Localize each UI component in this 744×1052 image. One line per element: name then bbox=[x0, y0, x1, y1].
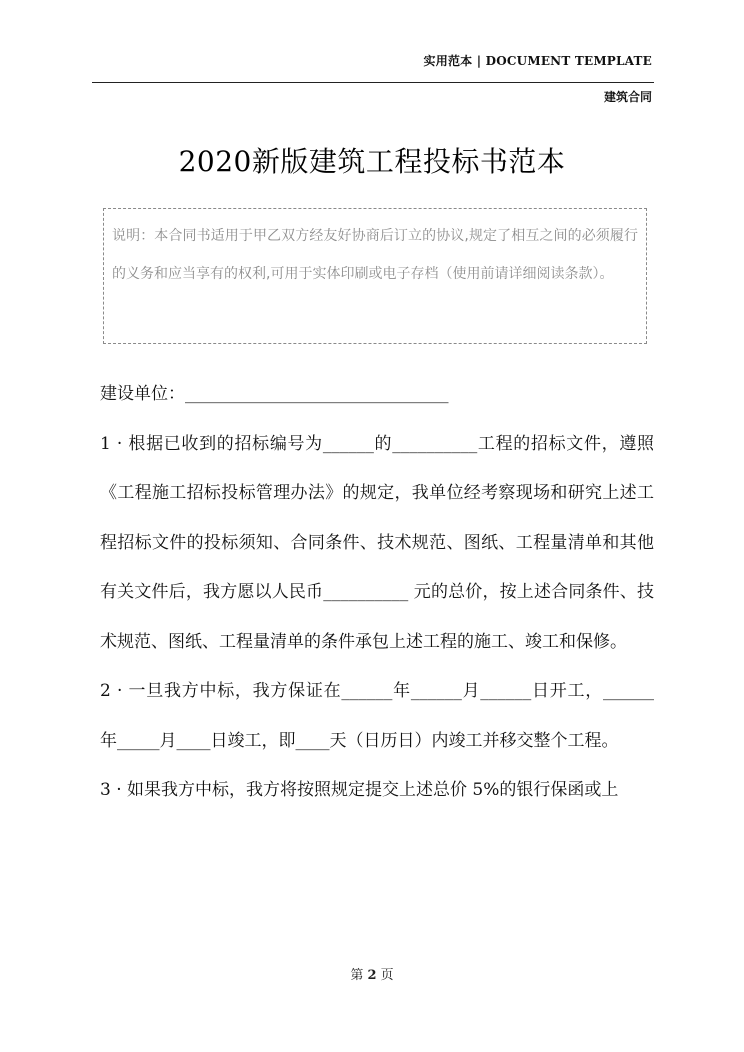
page-number: 2 bbox=[367, 968, 377, 983]
page-footer bbox=[0, 964, 744, 983]
page-title: 2020新版建筑工程投标书范本 bbox=[178, 145, 566, 178]
header-left: 实用范本 | DOCUMENT TEMPLATE bbox=[423, 54, 652, 68]
paragraph-1: 1 · 根据已收到的招标编号为______的__________工程的招标文件，遵照《工程施工招标投标管理办法》的规定，我单位经考察现场和研究上述工程招标文件的投标须知、合同条件、技术规范、图纸、工程量清单和其他有关文件后，我方愿以人民币__________ 元的总价，按上述合同条件、技术规范、图纸、工程量清单的条件承包上述工程的施工、竣工和保修。 bbox=[100, 433, 654, 652]
header-category: 建筑合同 bbox=[603, 90, 652, 104]
document-body bbox=[100, 370, 654, 816]
paragraph-3: 3 · 如果我方中标，我方将按照规定提交上述总价 5%的银行保函或上 bbox=[100, 780, 619, 800]
notice-box bbox=[103, 208, 647, 344]
footer-prefix: 第 bbox=[350, 968, 364, 983]
paragraph-2: 2 · 一旦我方中标，我方保证在______年______月______日开工，______年_____月____日竣工，即____天（日历日）内竣工并移交整个工程。 bbox=[100, 681, 654, 751]
header-rule bbox=[92, 82, 654, 83]
notice-text: 说明：本合同书适用于甲乙双方经友好协商后订立的协议,规定了相互之间的必须履行的义务和应当享有的权利,可用于实体印刷或电子存档（使用前请详细阅读条款）。 bbox=[112, 228, 638, 282]
footer-suffix: 页 bbox=[380, 968, 394, 983]
construction-unit-line: 建设单位：_______________________________ bbox=[100, 384, 449, 404]
